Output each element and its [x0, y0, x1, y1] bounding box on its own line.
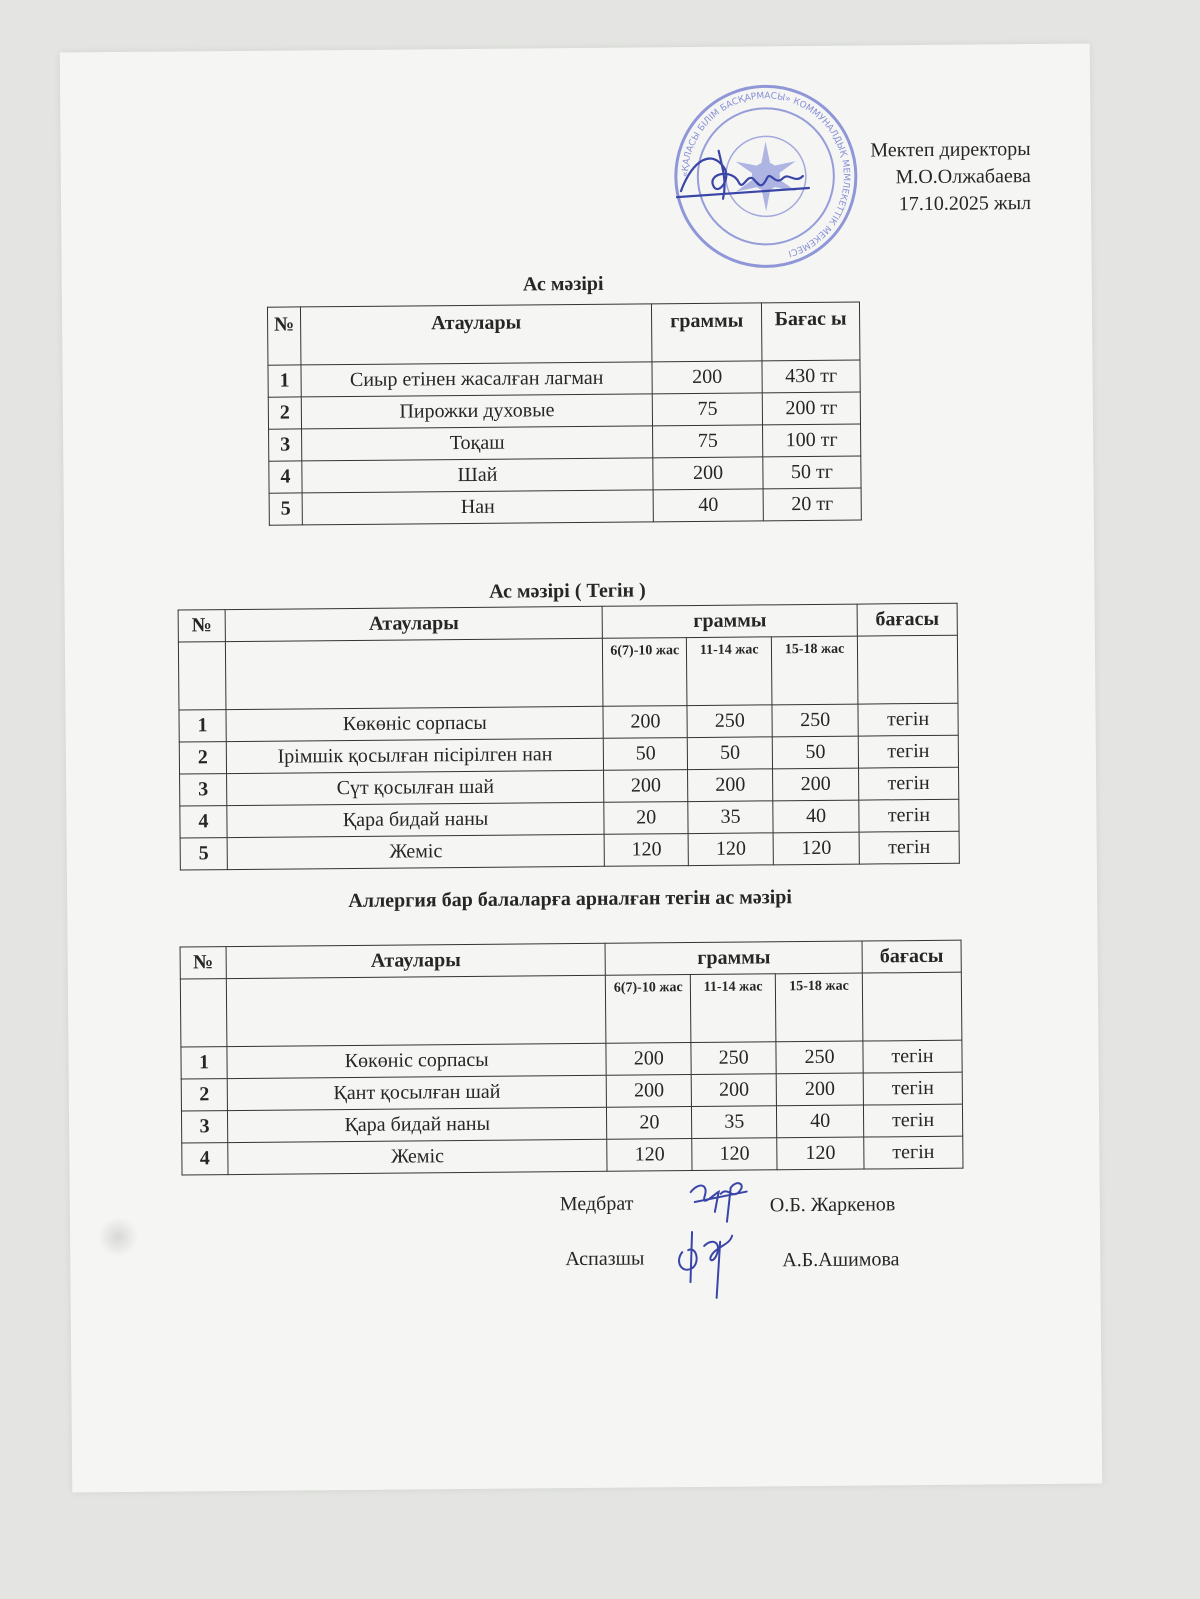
table-row [182, 1136, 963, 1175]
grams-15-18: 40 [777, 1105, 864, 1138]
allergy-menu-title: Аллергия бар балаларға арналған тегін ас мәзірі [348, 886, 793, 913]
row-number: 2 [181, 1079, 227, 1111]
grams-11-14: 50 [688, 737, 773, 770]
row-number: 1 [181, 1047, 227, 1079]
dish-name: Жеміс [228, 1139, 608, 1174]
empty-cell [862, 972, 962, 1041]
age-group-header: 11-14 жас [691, 974, 776, 1043]
dish-price: тегін [859, 831, 959, 864]
menu-title: Ас мәзірі [522, 272, 604, 296]
col-name-header: Атаулары [300, 304, 652, 365]
grams-6-10: 20 [604, 802, 688, 835]
paid-menu-table [267, 302, 862, 526]
grams-15-18: 50 [772, 736, 858, 769]
cook-role: Аспазшы [565, 1247, 645, 1271]
grams-15-18: 40 [773, 800, 859, 833]
nurse-role: Медбрат [559, 1192, 634, 1216]
grams-6-10: 120 [604, 834, 688, 867]
dish-name: Көкөніс сорпасы [226, 706, 604, 741]
age-group-header: 6(7)-10 жас [603, 638, 687, 707]
empty-cell [180, 979, 227, 1047]
col-number-header: № [180, 947, 226, 979]
approval-block [701, 136, 1032, 220]
dish-name: Қара бидай наны [227, 1107, 607, 1142]
grams-6-10: 20 [607, 1107, 692, 1140]
cook-signature-row [565, 1247, 644, 1271]
grams-15-18: 250 [776, 1041, 863, 1074]
grams-15-18: 200 [776, 1073, 863, 1106]
dish-name: Шай [302, 458, 654, 493]
grams-15-18: 250 [772, 704, 858, 737]
free-menu-table [178, 603, 960, 871]
dish-grams: 200 [653, 457, 763, 490]
row-number: 5 [180, 838, 227, 870]
grams-15-18: 120 [777, 1137, 864, 1170]
dish-price: 100 тг [763, 424, 861, 457]
dish-price: тегін [858, 735, 958, 768]
dish-name: Пирожки духовые [301, 394, 653, 429]
row-number: 2 [268, 397, 301, 429]
table-row [268, 392, 860, 429]
grams-6-10: 200 [606, 1043, 691, 1076]
nurse-signature-row [560, 1193, 634, 1217]
dish-name: Қант қосылған шай [227, 1075, 607, 1110]
grams-6-10: 200 [607, 1075, 692, 1108]
age-group-row [180, 972, 962, 1047]
table-row [268, 360, 860, 397]
dish-price: 20 тг [763, 488, 861, 521]
dish-price: 200 тг [762, 392, 860, 425]
grams-11-14: 120 [692, 1138, 777, 1171]
grams-15-18: 120 [773, 832, 859, 865]
grams-11-14: 200 [688, 769, 773, 802]
dish-grams: 75 [652, 393, 762, 426]
dish-name: Ірімшік қосылған пісірілген нан [226, 738, 604, 773]
age-group-header: 6(7)-10 жас [606, 975, 691, 1044]
empty-cell [857, 635, 958, 704]
director-name: М.О.Олжабаева [895, 165, 1031, 189]
col-grams-header: граммы [605, 941, 862, 975]
dish-price: тегін [863, 1072, 962, 1105]
dish-name: Нан [302, 490, 654, 525]
row-number: 5 [269, 493, 302, 525]
dish-name: Тоқаш [301, 426, 653, 461]
empty-cell [225, 638, 603, 709]
table-row [180, 831, 959, 870]
grams-6-10: 200 [603, 706, 687, 739]
table-header-row [267, 302, 859, 365]
dish-price: 430 тг [762, 360, 860, 393]
stamp-text: «ҚАЛАСЫ БІЛІМ БАСҚАРМАСЫ» КОММУНАЛДЫҚ МЕМЛЕКЕТТІК МЕКЕМЕСІ [680, 91, 851, 258]
empty-cell [226, 975, 606, 1046]
allergy-menu-table [180, 940, 964, 1176]
dish-name: Жеміс [227, 834, 605, 869]
nurse-name: О.Б. Жаркенов [769, 1193, 896, 1217]
grams-15-18: 200 [773, 768, 859, 801]
age-group-header: 11-14 жас [687, 637, 772, 706]
row-number: 4 [182, 1143, 228, 1175]
row-number: 3 [181, 1111, 227, 1143]
row-number: 1 [268, 365, 301, 397]
row-number: 4 [180, 806, 227, 838]
approval-date: 17.10.2025 жыл [898, 192, 1032, 216]
dish-price: тегін [859, 767, 959, 800]
dish-price: тегін [864, 1136, 963, 1169]
col-name-header: Атаулары [225, 606, 603, 641]
director-title: Мектеп директоры [870, 138, 1031, 162]
empty-cell [178, 642, 226, 710]
dish-grams: 40 [653, 489, 763, 522]
col-grams-header: граммы [652, 303, 762, 362]
dish-name: Қара бидай наны [227, 802, 605, 837]
col-grams-header: граммы [602, 604, 857, 638]
dish-price: тегін [863, 1104, 962, 1137]
age-group-header: 15-18 жас [772, 636, 858, 705]
dish-grams: 200 [652, 361, 762, 394]
row-number: 3 [269, 429, 302, 461]
col-number-header: № [178, 610, 225, 642]
table-row [269, 488, 861, 525]
grams-6-10: 50 [604, 738, 688, 771]
grams-6-10: 120 [607, 1139, 692, 1172]
col-price-header: бағасы [857, 603, 957, 636]
grams-11-14: 120 [688, 833, 773, 866]
row-number: 3 [180, 774, 227, 806]
cook-name: А.Б.Ашимова [782, 1248, 900, 1272]
grams-11-14: 200 [691, 1074, 776, 1107]
document-page [60, 44, 1103, 1493]
age-group-header: 15-18 жас [775, 973, 862, 1042]
dish-price: тегін [859, 799, 959, 832]
grams-11-14: 35 [688, 801, 773, 834]
paper-stain [98, 1217, 138, 1257]
dish-grams: 75 [653, 425, 763, 458]
col-name-header: Атаулары [226, 943, 606, 978]
dish-price: тегін [858, 703, 958, 736]
age-group-row [178, 635, 958, 710]
dish-name: Сүт қосылған шай [226, 770, 604, 805]
grams-11-14: 250 [691, 1042, 776, 1075]
row-number: 4 [269, 461, 302, 493]
col-number-header: № [267, 307, 300, 365]
dish-name: Сиыр етінен жасалған лагман [301, 362, 653, 397]
dish-price: 50 тг [763, 456, 861, 489]
dish-price: тегін [863, 1040, 962, 1073]
grams-6-10: 200 [604, 770, 688, 803]
row-number: 2 [179, 742, 226, 774]
dish-name: Көкөніс сорпасы [227, 1043, 607, 1078]
row-number: 1 [179, 710, 226, 742]
free-menu-title: Ас мәзірі ( Тегін ) [489, 579, 646, 603]
col-price-header: Бағас ы [762, 302, 860, 361]
cook-signature [670, 1222, 741, 1303]
table-row [269, 456, 861, 493]
table-row [269, 424, 861, 461]
grams-11-14: 35 [692, 1106, 777, 1139]
grams-11-14: 250 [687, 705, 772, 738]
col-price-header: бағасы [862, 940, 961, 973]
